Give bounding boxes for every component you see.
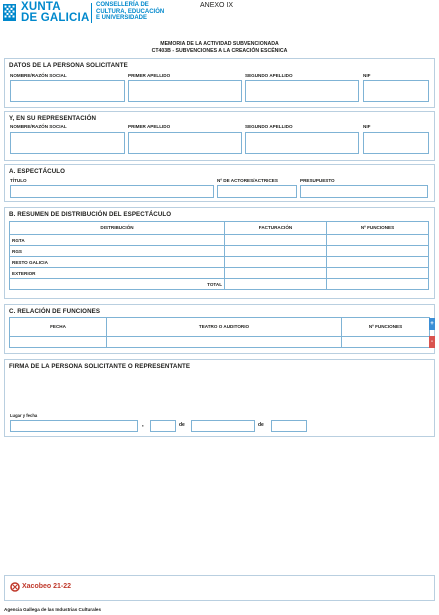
comma-separator: , <box>142 422 144 428</box>
conselleria-line3: E UNIVERSIDADE <box>96 15 148 22</box>
facturacion-total-input[interactable] <box>224 278 327 290</box>
de-separator-2: de <box>258 422 264 428</box>
lugar-input[interactable] <box>10 420 138 432</box>
solicitante-apellido1-input[interactable] <box>128 80 242 102</box>
representacion-apellido2-input[interactable] <box>245 132 359 154</box>
conselleria-line2: CULTURA, EDUCACIÓN <box>96 8 165 15</box>
representacion-nif-input[interactable] <box>363 132 429 154</box>
representacion-heading: Y, EN SU REPRESENTACIÓN <box>9 115 97 122</box>
funciones-col-header: Nº FUNCIONES <box>326 221 429 235</box>
solicitante-heading: DATOS DE LA PERSONA SOLICITANTE <box>9 62 128 69</box>
espectaculo-titulo-label: TÍTULO <box>10 178 27 183</box>
dia-input[interactable] <box>150 420 176 432</box>
fecha-input[interactable] <box>9 336 107 348</box>
distribucion-total-label: TOTAL <box>9 278 225 290</box>
xacobeo-logo-icon <box>10 582 20 592</box>
solicitante-apellido2-input[interactable] <box>245 80 359 102</box>
representacion-nombre-input[interactable] <box>10 132 125 154</box>
espectaculo-actores-label: Nº DE ACTORES/ACTRICES <box>217 178 278 183</box>
document-subtitle: CT403B - SUBVENCIONES A LA CREACIÓN ESCÉNICA <box>151 48 288 54</box>
agencia-footer-text: Agencia Gallega de las Industrias Culturales <box>4 607 102 612</box>
remove-row-button[interactable]: - <box>429 336 435 348</box>
teatro-input[interactable] <box>106 336 342 348</box>
distribucion-row-rgs: RGS <box>9 245 225 257</box>
teatro-col-header: TEATRO O AUDITORIO <box>106 317 342 337</box>
representacion-nif-label: NIF <box>363 124 371 129</box>
lugar-fecha-label: Lugar y fecha <box>10 413 38 418</box>
distribucion-row-rgta: RGTA <box>9 234 225 246</box>
add-row-button[interactable]: + <box>429 318 435 330</box>
distribucion-heading: B. RESUMEN DE DISTRIBUCIÓN DEL ESPECTÁCULO <box>9 211 172 218</box>
espectaculo-presupuesto-input[interactable] <box>300 185 428 198</box>
representacion-apellido2-label: SEGUNDO APELLIDO <box>245 124 293 129</box>
distribucion-section <box>4 207 435 299</box>
xunta-line1: XUNTA <box>21 1 61 13</box>
nfunciones-col-header: Nº FUNCIONES <box>341 317 430 337</box>
anio-input[interactable] <box>271 420 307 432</box>
conselleria-line1: CONSELLERÍA DE <box>96 2 149 8</box>
distribucion-row-resto-galicia: RESTO GALICIA <box>9 256 225 268</box>
firma-section <box>4 359 435 437</box>
solicitante-section <box>4 58 435 108</box>
funciones-section <box>4 304 435 354</box>
solicitante-apellido1-label: PRIMER APELLIDO <box>128 73 171 78</box>
representacion-nombre-label: NOMBRE/RAZÓN SOCIAL <box>10 124 67 129</box>
anexo-label: ANEXO IX <box>200 2 234 9</box>
xunta-logo-text <box>21 2 89 24</box>
fecha-col-header: FECHA <box>9 317 107 337</box>
conselleria-text <box>96 2 164 22</box>
distribucion-row-exterior: EXTERIOR <box>9 267 225 279</box>
solicitante-nombre-label: NOMBRE/RAZÓN SOCIAL <box>10 73 67 78</box>
logo-divider <box>91 3 92 23</box>
distribucion-col-header: DISTRIBUCIÓN <box>9 221 225 235</box>
mes-input[interactable] <box>191 420 255 432</box>
espectaculo-heading: A. ESPECTÁCULO <box>9 168 66 175</box>
solicitante-nombre-input[interactable] <box>10 80 125 102</box>
espectaculo-section <box>4 164 435 202</box>
xunta-line2: DE GALICIA <box>21 12 90 24</box>
facturacion-col-header: FACTURACIÓN <box>224 221 327 235</box>
nfunciones-input[interactable] <box>341 336 430 348</box>
xacobeo-text: Xacobeo 21-22 <box>22 583 72 590</box>
xunta-cross-logo-icon <box>3 4 16 21</box>
solicitante-apellido2-label: SEGUNDO APELLIDO <box>245 73 293 78</box>
representacion-apellido1-label: PRIMER APELLIDO <box>128 124 171 129</box>
de-separator-1: de <box>179 422 185 428</box>
representacion-apellido1-input[interactable] <box>128 132 242 154</box>
espectaculo-titulo-input[interactable] <box>10 185 214 198</box>
solicitante-nif-input[interactable] <box>363 80 429 102</box>
funciones-total-input[interactable] <box>326 278 429 290</box>
document-title: MEMORIA DE LA ACTIVIDAD SUBVENCIONADA <box>160 41 279 47</box>
representacion-section <box>4 111 435 161</box>
solicitante-nif-label: NIF <box>363 73 371 78</box>
espectaculo-actores-input[interactable] <box>217 185 297 198</box>
funciones-heading: C. RELACIÓN DE FUNCIONES <box>9 308 101 315</box>
espectaculo-presupuesto-label: PRESUPUESTO <box>300 178 335 183</box>
firma-heading: FIRMA DE LA PERSONA SOLICITANTE O REPRESENTANTE <box>9 363 191 370</box>
